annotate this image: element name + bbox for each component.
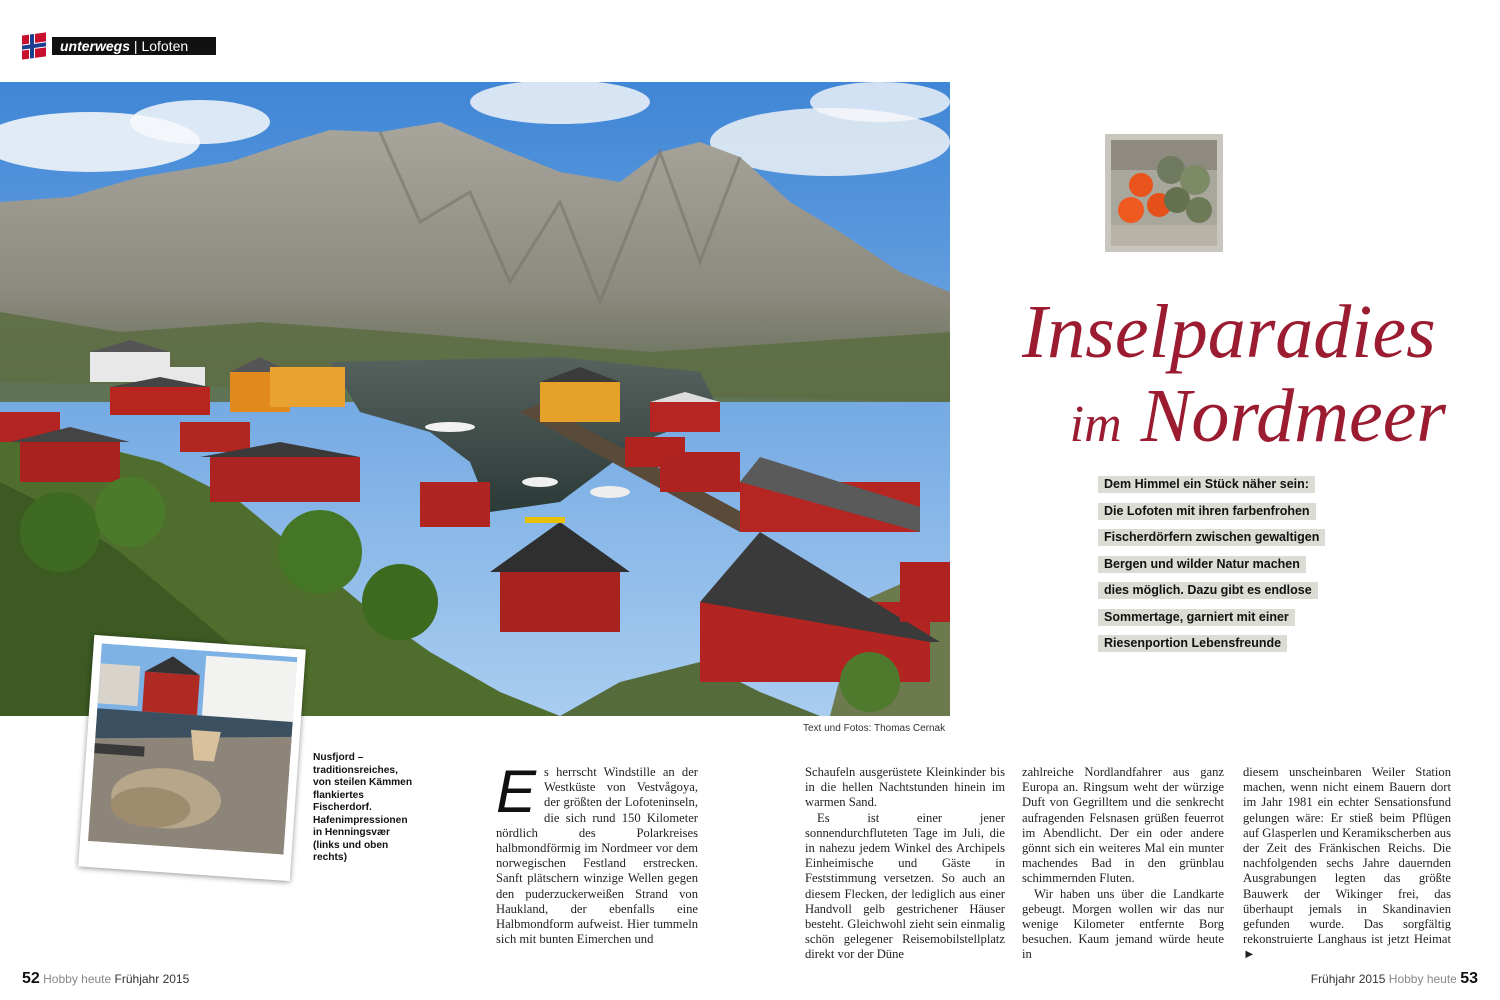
norway-flag-icon xyxy=(22,32,46,59)
section-separator: | xyxy=(133,38,138,54)
section-bar xyxy=(52,37,216,55)
body-paragraph: diesem unscheinbaren Weiler Station machen, wenn nicht einem Bauern dort im Jahr 1981 ein echter Sensationsfund gelungen wäre: Er stieß beim Pflügen auf Glasperlen und Keramikscherben aus der Zeit des Fränkischen Reichs. Die nachfolgenden sechs Jahre dauernden Ausgrabungen legten das größte Bauwerk der Wikinger frei, das überhaupt jemals in Skandinavien gefunden wurde. Das sorgfältig rekonstruierte Langhaus ist jetzt Heimat ► xyxy=(1243,765,1451,962)
body-column-1 xyxy=(496,758,698,947)
body-column-3 xyxy=(1022,765,1224,963)
lead-line: dies möglich. Dazu gibt es endlose xyxy=(1098,582,1318,599)
lead-text xyxy=(1098,476,1338,662)
title-line-1: Inselparadies xyxy=(1022,290,1436,374)
issue-date: Frühjahr 2015 xyxy=(114,972,190,986)
body-paragraph: s herrscht Windstille an der Westküste von Vestvågoya, der größten der Lofoteninseln, die sich rund 150 Kilometer nördlich des Polarkreises halbmondförmig im Nordmeer vor dem norwegischen Festland erstrecken. Sanft plätschern winzige Wellen gegen den puderzuckerweißen Strand von Haukland, der ebenfalls eine Halbmondform aufweist. Hier tummeln sich mit bunten Eimerchen und xyxy=(496,765,698,947)
title-word-nordmeer: Nordmeer xyxy=(1140,374,1446,458)
dropcap: E xyxy=(496,758,537,825)
lead-line: Dem Himmel ein Stück näher sein: xyxy=(1098,476,1315,493)
body-paragraph: Schaufeln ausgerüstete Kleinkinder bis in die hellen Nachtstunden hinein im warmen Sand. xyxy=(805,765,1005,810)
article-title xyxy=(1000,290,1470,467)
body-paragraph: Wir haben uns über die Landkarte gebeugt. Morgen wollen wir das nur wenige Kilometer entfernte Borg besuchen. Kaum jemand würde heute in xyxy=(1022,886,1224,962)
body-column-2 xyxy=(805,765,1005,963)
lead-line: Die Lofoten mit ihren farbenfrohen xyxy=(1098,503,1316,520)
issue-date: Frühjahr 2015 xyxy=(1310,972,1386,986)
main-photo-nusfjord xyxy=(0,82,950,716)
section-topic: Lofoten xyxy=(141,38,189,54)
lead-line: Riesenportion Lebensfreunde xyxy=(1098,635,1287,652)
section-name: unterwegs xyxy=(60,38,131,54)
footer-right xyxy=(1311,970,1478,988)
magazine-name: Hobby heute xyxy=(1388,972,1457,986)
section-header xyxy=(22,34,216,58)
title-line-2 xyxy=(1000,374,1470,467)
harbor-polaroid-photo xyxy=(78,635,306,881)
photo-caption: Nusfjord – traditionsreiches, von steilen Kämmen flankiertes Fischerdorf. Hafenimpressionen in Henningsvær (links und oben rechts) xyxy=(313,752,413,863)
magazine-name: Hobby heute xyxy=(43,972,112,986)
body-paragraph: zahlreiche Nordlandfahrer aus ganz Europa an. Ringsum weht der würzige Duft von Gegrilltem und die senkrecht aufragenden Felsnasen grüßen feuerrot im Abendlicht. Der ein oder andere gönnt sich ein weiteres Mal ein munter machendes Bad in den grünblau schimmernden Fluten. xyxy=(1022,765,1224,886)
lead-line: Sommertage, garniert mit einer xyxy=(1098,609,1295,626)
page-number-left: 52 xyxy=(22,970,40,987)
title-word-im: im xyxy=(1069,396,1122,453)
body-paragraph: Es ist einer jener sonnendurchfluteten Tage im Juli, die in nahezu jedem Winkel des Archipels Einheimische und Gäste in Feststimmung versetzen. So auch an diesem Flecken, der lediglich aus einer Handvoll gelb gestrichener Häuser besteht. Gleichwohl zieht sein einmalig schön gelegener Reisemobilstellplatz direkt vor der Düne xyxy=(805,810,1005,962)
lead-line: Bergen und wilder Natur machen xyxy=(1098,556,1306,573)
body-column-4 xyxy=(1243,765,1451,963)
footer-left xyxy=(22,970,189,988)
photo-credit: Text und Fotos: Thomas Cernak xyxy=(803,723,946,734)
fishing-floats-photo xyxy=(1105,134,1223,252)
lead-line: Fischerdörfern zwischen gewaltigen xyxy=(1098,529,1325,546)
page-number-right: 53 xyxy=(1460,970,1478,987)
